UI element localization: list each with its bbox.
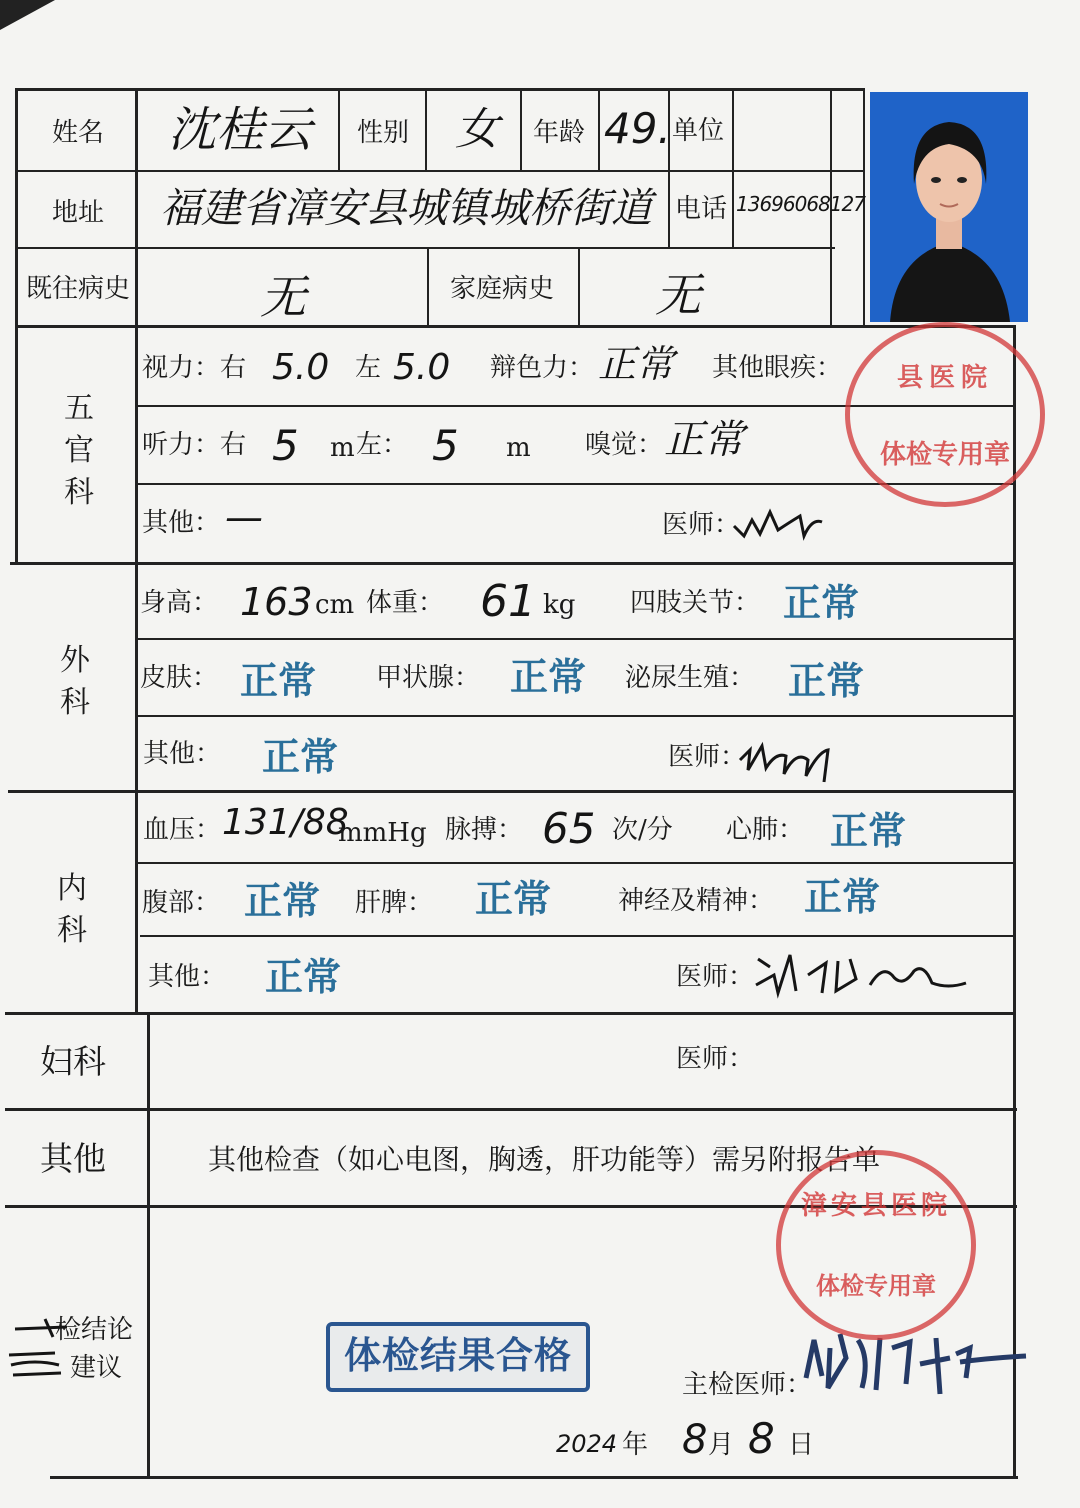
surgery-section-label: 外科 [60, 643, 90, 720]
height-value: 163 [240, 580, 313, 624]
pulse-label: 脉搏： [445, 815, 524, 845]
date-year-suffix: 年 [622, 1430, 649, 1460]
phone-value: 13696068127 [736, 192, 865, 216]
advice-label: 建议 [70, 1353, 123, 1383]
skin-value: 正常 [240, 659, 317, 703]
hospital-seal-bottom [776, 1150, 976, 1340]
heart-lung-label: 心肺： [726, 815, 805, 845]
heart-lung-value: 正常 [830, 809, 907, 853]
weight-unit: kg [543, 590, 576, 620]
internal-doctor-signature-icon [752, 945, 972, 1005]
liver-spleen-value: 正常 [475, 877, 552, 921]
address-label: 地址 [52, 198, 105, 228]
vision-right-value: 5.0 [272, 347, 330, 388]
date-month: 8 [682, 1417, 708, 1463]
urogenital-label: 泌尿生殖： [625, 663, 756, 693]
age-value: 49. [604, 104, 671, 153]
neuro-value: 正常 [804, 875, 881, 919]
phone-label: 电话 [675, 194, 728, 224]
skin-label: 皮肤： [140, 663, 219, 693]
surgery-other-label: 其他： [143, 739, 222, 769]
pulse-unit: 次/分 [612, 815, 673, 845]
abdomen-label: 腹部： [142, 888, 221, 918]
color-vision-label: 辩色力： [490, 353, 595, 383]
gender-value: 女 [455, 104, 499, 155]
surgery-doctor-signature-icon [736, 730, 836, 785]
hearing-left-value: 5 [432, 421, 459, 470]
height-label: 身高： [140, 588, 219, 618]
others-section-label: 其他 [40, 1139, 106, 1178]
thyroid-value: 正常 [510, 655, 587, 699]
smell-label: 嗅觉： [585, 430, 664, 460]
family-history-label: 家庭病史 [450, 274, 555, 304]
bp-label: 血压： [143, 815, 222, 845]
date-year: 2024 [556, 1430, 618, 1458]
gender-label: 性别 [357, 118, 410, 148]
neuro-label: 神经及精神： [618, 886, 775, 916]
internal-other-value: 正常 [265, 955, 342, 999]
others-note: 其他检查（如心电图，胸透，肝功能等）需另附报告单 [208, 1143, 881, 1176]
seal-top-title: 县医院 [896, 363, 993, 393]
chief-doctor-label: 主检医师： [682, 1370, 813, 1400]
date-day-suffix: 日 [788, 1430, 815, 1460]
hearing-left-label: 左： [356, 430, 409, 460]
vision-left-label: 左 [355, 353, 382, 383]
ent-other-label: 其他： [142, 508, 221, 538]
name-value: 沈桂云 [168, 102, 313, 158]
weight-label: 体重： [366, 588, 445, 618]
urogenital-value: 正常 [788, 659, 865, 703]
name-label: 姓名 [52, 118, 105, 148]
gyn-section-label: 妇科 [40, 1042, 106, 1081]
date-month-suffix: 月 [708, 1430, 735, 1460]
weight-value: 61 [480, 576, 536, 627]
hospital-seal-top [845, 322, 1045, 507]
applicant-photo [870, 92, 1028, 322]
family-history-value: 无 [655, 268, 701, 322]
gyn-doctor-label: 医师： [676, 1044, 755, 1074]
person-portrait-icon [870, 92, 1028, 322]
age-label: 年龄 [533, 118, 586, 148]
liver-spleen-label: 肝脾： [355, 888, 434, 918]
vision-label: 视力：右 [142, 353, 247, 383]
internal-other-label: 其他： [148, 962, 227, 992]
color-vision-value: 正常 [598, 342, 675, 386]
vision-left-value: 5.0 [393, 347, 451, 388]
bp-value: 131/88 [222, 802, 349, 843]
scribble-mark-icon [5, 1315, 75, 1380]
ent-doctor-signature-icon [730, 490, 830, 550]
conclusion-label: 检结论 [55, 1315, 134, 1345]
limbs-label: 四肢关节： [630, 588, 761, 618]
ent-section-label: 五官科 [64, 391, 94, 510]
ent-doctor-label: 医师： [662, 510, 741, 540]
seal-bottom-title: 漳安县医院 [800, 1191, 951, 1221]
address-value: 福建省漳安县城镇城桥街道 [160, 184, 652, 232]
abdomen-value: 正常 [244, 879, 321, 923]
past-history-value: 无 [260, 270, 306, 324]
smell-value: 正常 [664, 417, 744, 463]
past-history-label: 既往病史 [26, 274, 131, 304]
seal-top-subtitle: 体检专用章 [879, 440, 1010, 470]
hearing-right-value: 5 [272, 421, 299, 470]
date-day: 8 [748, 1414, 775, 1463]
internal-section-label: 内科 [57, 871, 87, 948]
hearing-unit-right: m [330, 433, 355, 463]
other-eye-label: 其他眼疾： [712, 353, 843, 383]
seal-bottom-subtitle: 体检专用章 [816, 1272, 936, 1300]
unit-label: 单位 [672, 116, 725, 146]
ent-other-value: — [225, 495, 263, 539]
surgery-doctor-label: 医师： [668, 742, 747, 772]
thyroid-label: 甲状腺： [376, 663, 481, 693]
height-unit: cm [315, 590, 355, 620]
limbs-value: 正常 [783, 581, 860, 625]
hearing-unit-left: m [506, 433, 531, 463]
internal-doctor-label: 医师： [676, 962, 755, 992]
qualified-result-stamp: 体检结果合格 [326, 1322, 590, 1392]
pulse-value: 65 [542, 804, 596, 853]
surgery-other-value: 正常 [262, 735, 339, 779]
page-corner-shadow [0, 0, 55, 30]
bp-unit: mmHg [338, 818, 427, 848]
hearing-label: 听力：右 [142, 430, 247, 460]
